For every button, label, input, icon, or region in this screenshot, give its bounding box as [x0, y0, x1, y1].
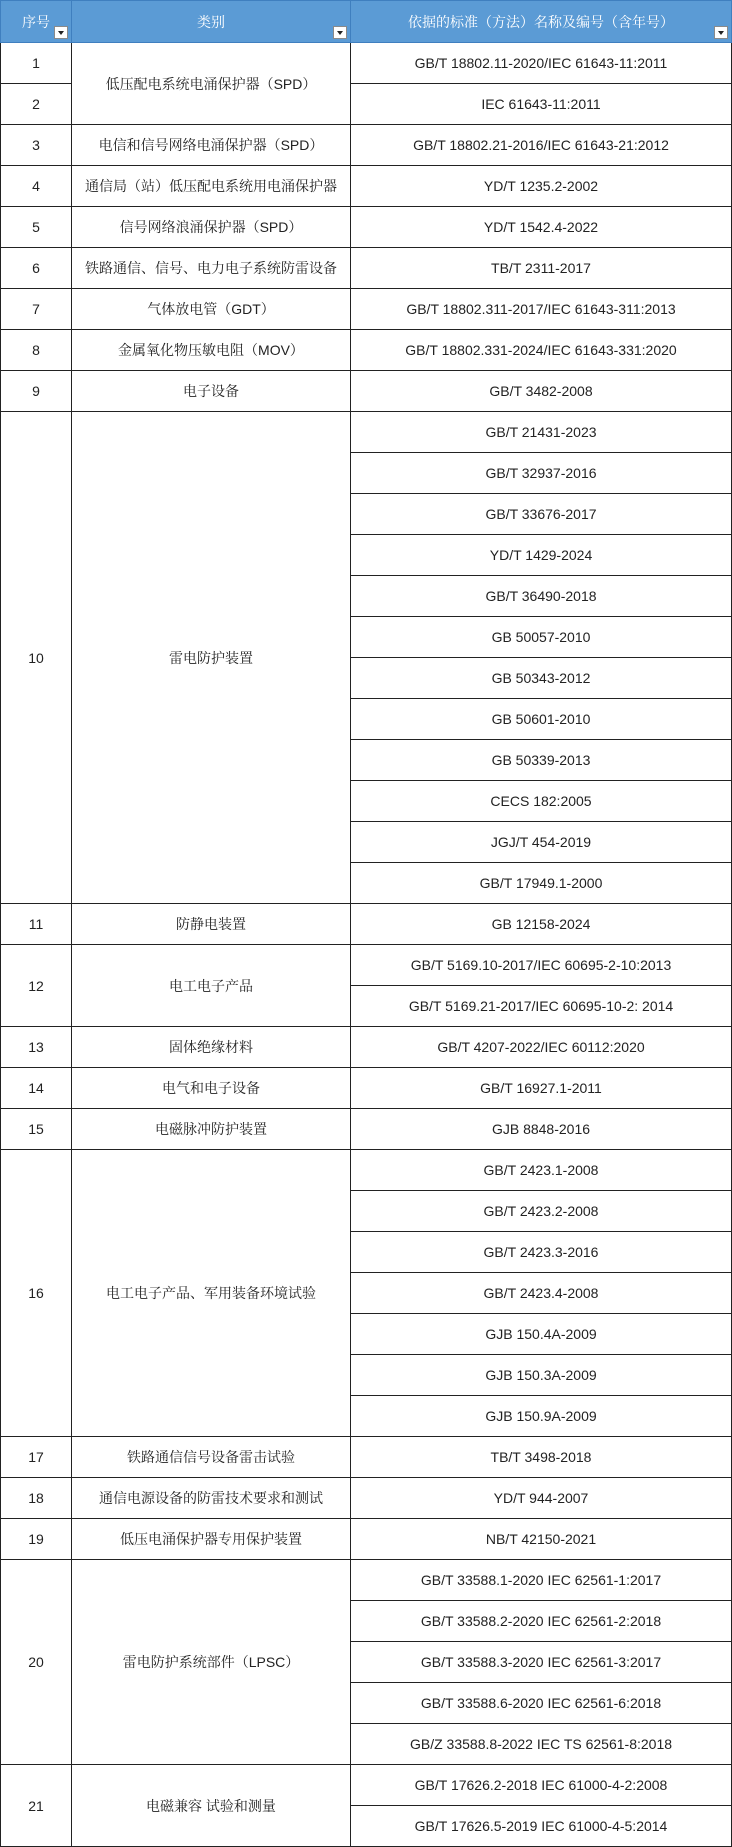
standard-cell: JGJ/T 454-2019: [351, 822, 732, 863]
table-row: [1, 248, 732, 289]
row-number: 18: [1, 1478, 72, 1519]
standard-cell: GB/T 5169.21-2017/IEC 60695-10-2: 2014: [351, 986, 732, 1027]
header-standard: [351, 1, 732, 43]
row-number: 10: [1, 412, 72, 904]
table-row: [1, 1765, 732, 1806]
row-number: 19: [1, 1519, 72, 1560]
row-number: 14: [1, 1068, 72, 1109]
category-cell: 金属氧化物压敏电阻（MOV）: [72, 330, 351, 371]
standard-cell: GB/T 33588.2-2020 IEC 62561-2:2018: [351, 1601, 732, 1642]
standard-cell: CECS 182:2005: [351, 781, 732, 822]
category-cell: 通信电源设备的防雷技术要求和测试: [72, 1478, 351, 1519]
table-row: [1, 43, 732, 84]
table-row: [1, 371, 732, 412]
header-standard-label: 依据的标准（方法）名称及编号（含年号）: [408, 13, 674, 30]
standard-cell: GB/T 16927.1-2011: [351, 1068, 732, 1109]
standard-cell: GB 50057-2010: [351, 617, 732, 658]
category-cell: 电信和信号网络电涌保护器（SPD）: [72, 125, 351, 166]
standard-cell: GB/T 2423.4-2008: [351, 1273, 732, 1314]
row-number: 7: [1, 289, 72, 330]
category-cell: 雷电防护系统部件（LPSC）: [72, 1560, 351, 1765]
standard-cell: GB/T 21431-2023: [351, 412, 732, 453]
row-number: 2: [1, 84, 72, 125]
standard-cell: GB 50339-2013: [351, 740, 732, 781]
standard-cell: GB/T 33588.1-2020 IEC 62561-1:2017: [351, 1560, 732, 1601]
standard-cell: GB/T 36490-2018: [351, 576, 732, 617]
row-number: 13: [1, 1027, 72, 1068]
category-cell: 防静电装置: [72, 904, 351, 945]
row-number: 8: [1, 330, 72, 371]
table-row: [1, 125, 732, 166]
category-cell: 低压配电系统电涌保护器（SPD）: [72, 43, 351, 125]
standard-cell: YD/T 944-2007: [351, 1478, 732, 1519]
standard-cell: GB/T 18802.331-2024/IEC 61643-331:2020: [351, 330, 732, 371]
standard-cell: GJB 150.3A-2009: [351, 1355, 732, 1396]
standard-cell: GB/T 4207-2022/IEC 60112:2020: [351, 1027, 732, 1068]
table-row: [1, 1437, 732, 1478]
table-row: [1, 1150, 732, 1191]
standard-cell: GJB 8848-2016: [351, 1109, 732, 1150]
standard-cell: GB/T 33588.3-2020 IEC 62561-3:2017: [351, 1642, 732, 1683]
standard-cell: IEC 61643-11:2011: [351, 84, 732, 125]
table-row: [1, 1519, 732, 1560]
row-number: 21: [1, 1765, 72, 1847]
category-cell: 信号网络浪涌保护器（SPD）: [72, 207, 351, 248]
category-cell: 电磁脉冲防护装置: [72, 1109, 351, 1150]
row-number: 16: [1, 1150, 72, 1437]
table-row: [1, 1109, 732, 1150]
standard-cell: GB 50601-2010: [351, 699, 732, 740]
table-row: [1, 330, 732, 371]
standard-cell: TB/T 3498-2018: [351, 1437, 732, 1478]
table-row: [1, 1560, 732, 1601]
standard-cell: GB/T 3482-2008: [351, 371, 732, 412]
header-no-label: 序号: [22, 13, 50, 30]
row-number: 9: [1, 371, 72, 412]
filter-dropdown-icon[interactable]: [333, 26, 347, 39]
header-category-label: 类别: [197, 13, 225, 30]
filter-dropdown-icon[interactable]: [714, 26, 728, 39]
standard-cell: GB/T 18802.311-2017/IEC 61643-311:2013: [351, 289, 732, 330]
category-cell: 铁路通信、信号、电力电子系统防雷设备: [72, 248, 351, 289]
row-number: 4: [1, 166, 72, 207]
standard-cell: GB/T 33588.6-2020 IEC 62561-6:2018: [351, 1683, 732, 1724]
table-row: [1, 289, 732, 330]
standard-cell: TB/T 2311-2017: [351, 248, 732, 289]
table-row: [1, 945, 732, 986]
row-number: 20: [1, 1560, 72, 1765]
category-cell: 电子设备: [72, 371, 351, 412]
header-no: [1, 1, 72, 43]
category-cell: 铁路通信信号设备雷击试验: [72, 1437, 351, 1478]
standard-cell: GB/Z 33588.8-2022 IEC TS 62561-8:2018: [351, 1724, 732, 1765]
header-category: [72, 1, 351, 43]
category-cell: 低压电涌保护器专用保护装置: [72, 1519, 351, 1560]
standard-cell: GB/T 33676-2017: [351, 494, 732, 535]
table-row: [1, 166, 732, 207]
filter-dropdown-icon[interactable]: [54, 26, 68, 39]
standard-cell: GJB 150.9A-2009: [351, 1396, 732, 1437]
standard-cell: GB/T 2423.2-2008: [351, 1191, 732, 1232]
standard-cell: GB/T 17626.2-2018 IEC 61000-4-2:2008: [351, 1765, 732, 1806]
row-number: 1: [1, 43, 72, 84]
standard-cell: GB/T 18802.21-2016/IEC 61643-21:2012: [351, 125, 732, 166]
standard-cell: GB/T 18802.11-2020/IEC 61643-11:2011: [351, 43, 732, 84]
category-cell: 气体放电管（GDT）: [72, 289, 351, 330]
row-number: 15: [1, 1109, 72, 1150]
category-cell: 固体绝缘材料: [72, 1027, 351, 1068]
category-cell: 电工电子产品、军用装备环境试验: [72, 1150, 351, 1437]
standard-cell: GB/T 2423.1-2008: [351, 1150, 732, 1191]
standard-cell: GB/T 17626.5-2019 IEC 61000-4-5:2014: [351, 1806, 732, 1847]
standard-cell: YD/T 1542.4-2022: [351, 207, 732, 248]
row-number: 3: [1, 125, 72, 166]
row-number: 12: [1, 945, 72, 1027]
category-cell: 电气和电子设备: [72, 1068, 351, 1109]
category-cell: 电工电子产品: [72, 945, 351, 1027]
category-cell: 电磁兼容 试验和测量: [72, 1765, 351, 1847]
category-cell: 雷电防护装置: [72, 412, 351, 904]
table-row: [1, 207, 732, 248]
row-number: 11: [1, 904, 72, 945]
header-row: [1, 1, 732, 43]
row-number: 6: [1, 248, 72, 289]
standard-cell: YD/T 1235.2-2002: [351, 166, 732, 207]
table-row: [1, 1068, 732, 1109]
category-cell: 通信局（站）低压配电系统用电涌保护器: [72, 166, 351, 207]
row-number: 17: [1, 1437, 72, 1478]
table-row: [1, 1478, 732, 1519]
standard-cell: YD/T 1429-2024: [351, 535, 732, 576]
standard-cell: GB 50343-2012: [351, 658, 732, 699]
standard-cell: GB 12158-2024: [351, 904, 732, 945]
table-row: [1, 1027, 732, 1068]
standard-cell: GB/T 2423.3-2016: [351, 1232, 732, 1273]
standard-cell: GB/T 5169.10-2017/IEC 60695-2-10:2013: [351, 945, 732, 986]
standard-cell: NB/T 42150-2021: [351, 1519, 732, 1560]
row-number: 5: [1, 207, 72, 248]
standard-cell: GJB 150.4A-2009: [351, 1314, 732, 1355]
standard-cell: GB/T 17949.1-2000: [351, 863, 732, 904]
table-row: [1, 904, 732, 945]
table-row: [1, 412, 732, 453]
standard-cell: GB/T 32937-2016: [351, 453, 732, 494]
